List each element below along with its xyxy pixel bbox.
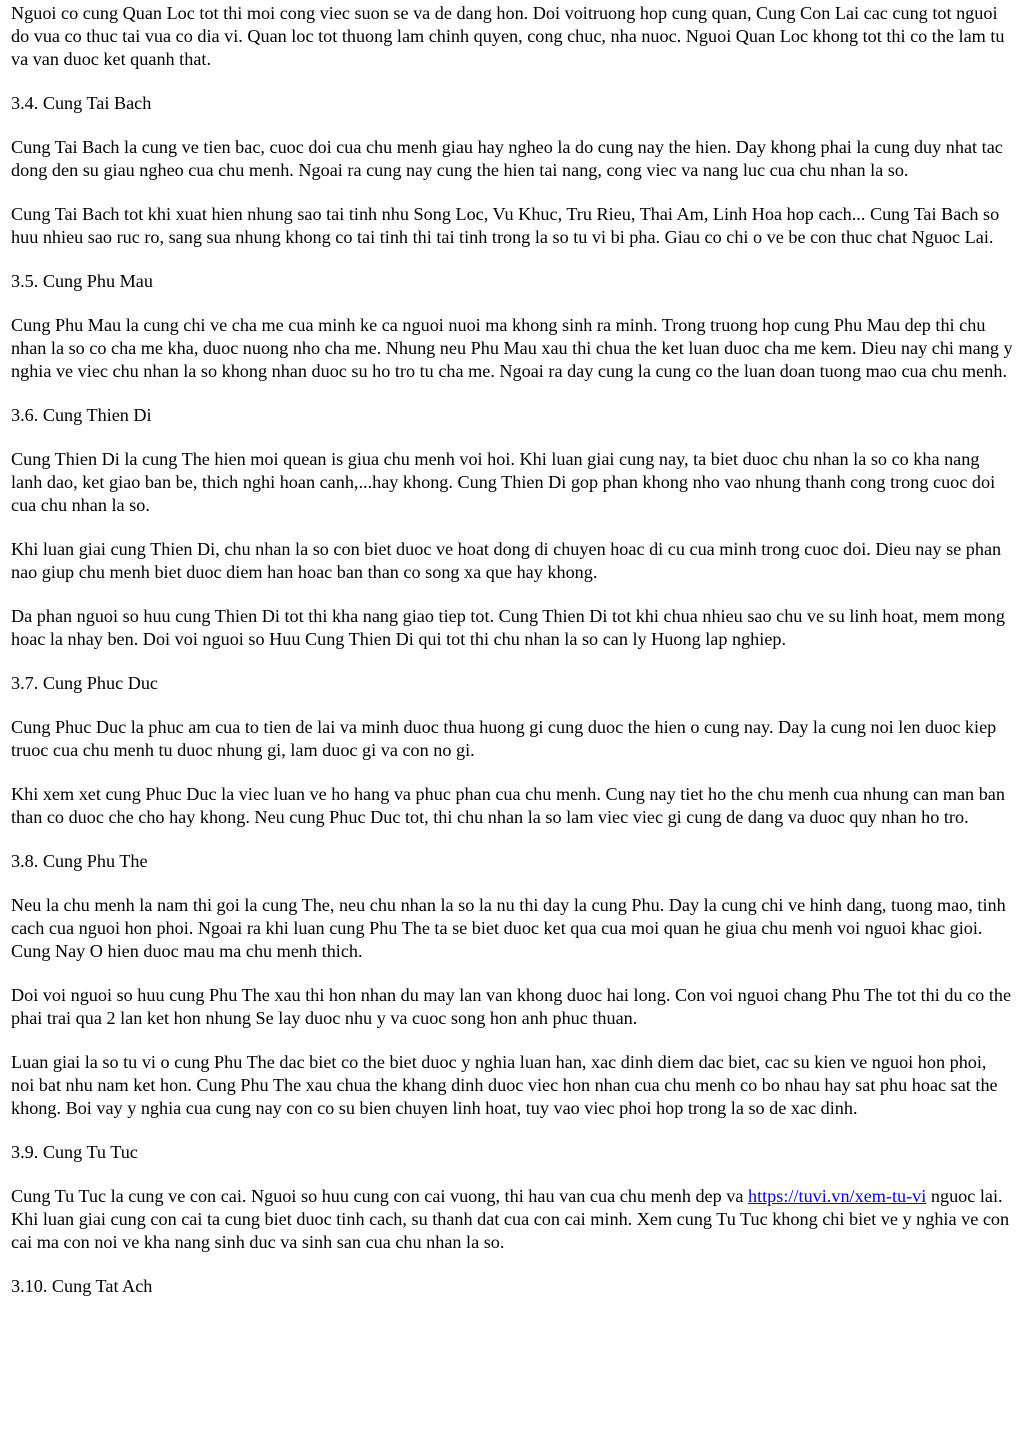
paragraph-tai-bach-2: Cung Tai Bach tot khi xuat hien nhung sao tai tinh nhu Song Loc, Vu Khuc, Tru Rieu, Thai Am, Linh Hoa hop cach... Cung Tai Bach so huu nhieu sao ruc ro, sang sua nhung khong co tai tinh thi tai tinh trong la so tu vi bi pha. Giau co chi o ve be con thuc chat Nguoc Lai. [11,204,1000,247]
paragraph-phu-the-1: Neu la chu menh la nam thi goi la cung The, neu chu nhan la so la nu thi day la cung Phu. Day la cung chi ve hinh dang, tuong mao, tinh cach cua nguoi hon phoi. Ngoai ra khi luan cung Phu The ta se biet duoc ket qua cua moi quan he giua chu menh voi nguoi khac gioi. Cung Nay O hien duoc mau ma chu menh thich. [11,895,1006,961]
heading-thien-di: 3.6. Cung Thien Di [11,405,152,425]
paragraph-phu-mau: Cung Phu Mau la cung chi ve cha me cua minh ke ca nguoi nuoi ma khong sinh ra minh. Trong truong hop cung Phu Mau dep thi chu nhan la so co cha me kha, duoc nuong nho cha me. Nhung neu Phu Mau xau thi chua the ket luan duoc cha me kem. Dieu nay chi mang y nghia ve viec chu nhan la so khong nhan duoc su ho tro tu cha me. Ngoai ra day cung la cung co the luan doan tuong mao cua chu menh. [11,315,1013,381]
heading-tat-ach: 3.10. Cung Tat Ach [11,1276,153,1296]
paragraph-phuc-duc-1: Cung Phuc Duc la phuc am cua to tien de lai va minh duoc thua huong gi cung duoc the hien o cung nay. Day la cung noi len duoc kiep truoc cua chu menh tu duoc nhung gi, lam duoc gi va con no gi. [11,717,997,760]
heading-phu-mau: 3.5. Cung Phu Mau [11,271,153,291]
paragraph-tu-tuc-text-before: Cung Tu Tuc la cung ve con cai. Nguoi so huu cung con cai vuong, thi hau van cua chu menh dep va [11,1186,748,1206]
xem-tu-vi-link[interactable]: https://tuvi.vn/xem-tu-vi [747,1186,927,1206]
paragraph-tu-tuc [11,1185,1014,1254]
paragraph-thien-di-3: Da phan nguoi so huu cung Thien Di tot thi kha nang giao tiep tot. Cung Thien Di tot khi chua nhieu sao chu ve su linh hoat, mem mong hoac la nhay ben. Doi voi nguoi so Huu Cung Thien Di qui tot thi chu nhan la so can ly Huong lap nghiep. [11,606,1005,649]
paragraph-phuc-duc-2: Khi xem xet cung Phuc Duc la viec luan ve ho hang va phuc phan cua chu menh. Cung nay tiet ho the chu menh cua nhung can man ban than co duoc che cho hay khong. Neu cung Phuc Duc tot, thi chu nhan la so lam viec viec gi cung de dang va duoc quy nhan ho tro. [11,784,1005,827]
paragraph-phu-the-2: Doi voi nguoi so huu cung Phu The xau thi hon nhan du may lan van khong duoc hai long. Con voi nguoi chang Phu The tot thi du co the phai trai qua 2 lan ket hon nhung Se lay duoc nhu y va cuoc song hon anh phuc thuan. [11,985,1012,1028]
heading-phuc-duc: 3.7. Cung Phuc Duc [11,673,159,693]
document-body [11,2,1014,1298]
paragraph-thien-di-1: Cung Thien Di la cung The hien moi quean is giua chu menh voi hoi. Khi luan giai cung nay, ta biet duoc chu nhan la so co kha nang lanh dao, ket giao ban be, thich nghi hoan canh,...hay khong. Cung Thien Di gop phan khong nho vao nhung thanh cong trong cuoc doi cua chu nhan la so. [11,449,996,515]
paragraph-tu-tuc-text-after: nguoc lai. Khi luan giai cung con cai ta cung biet duoc tinh cach, su thanh dat cua con cai minh. Xem cung Tu Tuc khong chi biet ve y nghia ve con cai ma con noi ve kha nang sinh duc va sinh san cua chu nhan la so. [11,1186,1010,1252]
paragraph-phu-the-3: Luan giai la so tu vi o cung Phu The dac biet co the biet duoc y nghia luan han, xac dinh diem dac biet, cac su kien ve nguoi hon phoi, noi bat nhu nam ket hon. Cung Phu The xau chua the khang dinh duoc viec hon nhan cua chu menh co bo nhau hay sat phu hoac sat the khong. Boi vay y nghia cua cung nay con co su bien chuyen linh hoat, tuy vao viec phoi hop trong la so de xac dinh. [11,1052,998,1118]
paragraph-tai-bach-1: Cung Tai Bach la cung ve tien bac, cuoc doi cua chu menh giau hay ngheo la do cung nay the hien. Day khong phai la cung duy nhat tac dong den su giau ngheo cua chu menh. Ngoai ra cung nay cung the hien tai nang, cong viec va nang luc cua chu nhan la so. [11,137,1003,180]
heading-tai-bach: 3.4. Cung Tai Bach [11,93,152,113]
paragraph-thien-di-2: Khi luan giai cung Thien Di, chu nhan la so con biet duoc ve hoat dong di chuyen hoac di cu cua minh trong cuoc doi. Dieu nay se phan nao giup chu menh biet duoc diem han hoac ban than co song xa que hay khong. [11,539,1002,582]
heading-tu-tuc: 3.9. Cung Tu Tuc [11,1142,138,1162]
paragraph-quan-loc: Nguoi co cung Quan Loc tot thi moi cong viec suon se va de dang hon. Doi voitruong hop cung quan, Cung Con Lai cac cung tot nguoi do vua co thuc tai vua co dia vi. Quan loc tot thuong lam chinh quyen, cong chuc, nha nuoc. Nguoi Quan Loc khong tot thi co the lam tu va van duoc ket quanh that. [11,3,1005,69]
heading-phu-the: 3.8. Cung Phu The [11,851,148,871]
